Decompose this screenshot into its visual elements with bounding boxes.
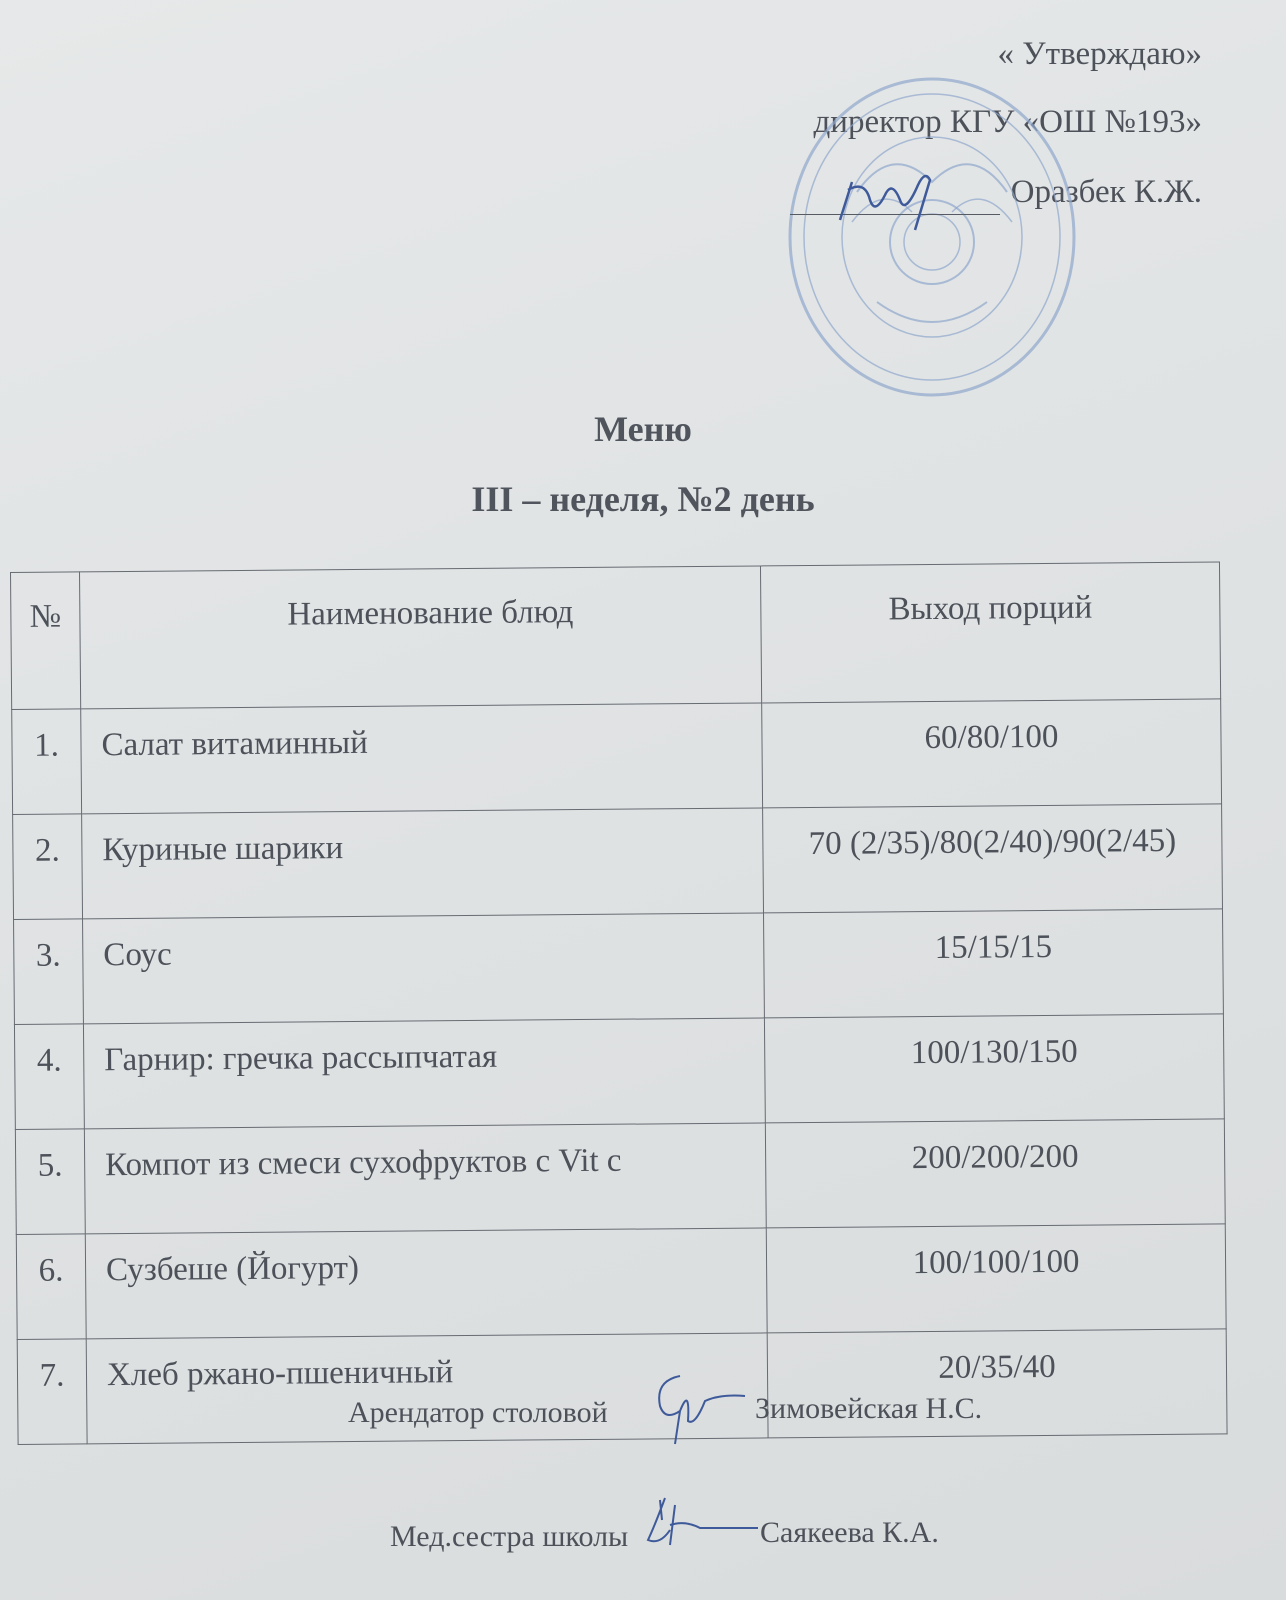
- portion-yield: 100/100/100: [766, 1224, 1226, 1333]
- row-num: 4.: [14, 1024, 84, 1130]
- canteen-tenant-name: Зимовейская Н.С.: [755, 1392, 983, 1425]
- canteen-tenant-role: Арендатор столовой: [348, 1396, 608, 1429]
- portion-yield: 60/80/100: [762, 699, 1222, 808]
- table-row: [13, 804, 1223, 920]
- document-subtitle: III – неделя, №2 день: [471, 479, 815, 519]
- row-num: 3.: [14, 919, 84, 1025]
- table-header-row: [11, 562, 1221, 710]
- row-num: 1.: [12, 709, 82, 815]
- dish-name: Хлеб ржано-пшеничный: [86, 1333, 768, 1444]
- school-nurse-role: Мед.сестра школы: [390, 1520, 629, 1553]
- table-row: [16, 1224, 1226, 1340]
- menu-table: [10, 561, 1228, 1445]
- portion-yield: 15/15/15: [764, 909, 1224, 1018]
- portion-yield: 200/200/200: [765, 1119, 1225, 1228]
- dish-name: Куриные шарики: [82, 808, 764, 919]
- row-num: 6.: [16, 1234, 86, 1340]
- header-num: №: [11, 572, 81, 710]
- table-row: [12, 699, 1222, 815]
- dish-name: Сузбеше (Йогурт): [85, 1228, 767, 1339]
- table-row: [14, 909, 1224, 1025]
- header-dish-name: Наименование блюд: [80, 566, 762, 709]
- row-num: 5.: [15, 1129, 85, 1235]
- school-nurse-name: Саякеева К.А.: [760, 1516, 939, 1549]
- table-row: [15, 1119, 1225, 1235]
- table-row: [17, 1329, 1227, 1445]
- approval-heading: « Утверждаю»: [997, 36, 1202, 72]
- approver-position: директор КГУ «ОШ №193»: [813, 104, 1202, 140]
- table-row: [14, 1014, 1224, 1130]
- dish-name: Гарнир: гречка рассыпчатая: [83, 1018, 765, 1129]
- director-signature-icon: [830, 160, 950, 240]
- portion-yield: 70 (2/35)/80(2/40)/90(2/45): [763, 804, 1223, 913]
- dish-name: Салат витаминный: [81, 703, 763, 814]
- portion-yield: 20/35/40: [767, 1329, 1227, 1438]
- row-num: 7.: [17, 1339, 87, 1445]
- approver-name: Оразбек К.Ж.: [1010, 174, 1202, 210]
- portion-yield: 100/130/150: [764, 1014, 1224, 1123]
- header-portion-yield: Выход порций: [760, 562, 1220, 703]
- canteen-tenant-signature-icon: [650, 1366, 750, 1446]
- row-num: 2.: [13, 814, 83, 920]
- dish-name: Соус: [83, 913, 765, 1024]
- dish-name: Компот из смеси сухофруктов с Vit c: [84, 1123, 766, 1234]
- document-title: Меню: [594, 409, 692, 449]
- school-nurse-signature-icon: [640, 1490, 760, 1550]
